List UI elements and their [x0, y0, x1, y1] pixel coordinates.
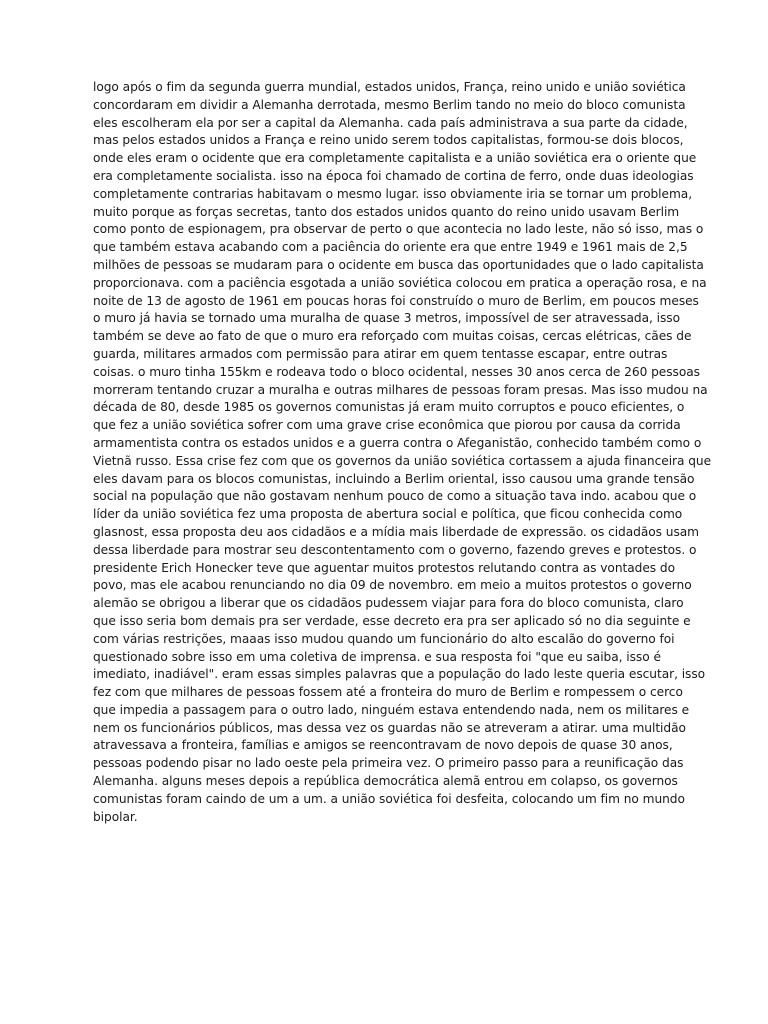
text-line: questionado sobre isso em uma coletiva de imprensa. e sua resposta foi "que eu saiba, isso é [93, 649, 661, 664]
text-line: completamente contrarias habitavam o mesmo lugar. isso obviamente iria se tornar um problema, [93, 186, 693, 201]
text-line: presidente Erich Honecker teve que aguentar muitos protestos relutando contra as vontades do [93, 560, 675, 575]
text-line: Alemanha. alguns meses depois a república democrática alemã entrou em colapso, os governos [93, 774, 678, 789]
text-line: que isso seria bom demais pra ser verdade, esse decreto era pra ser aplicado só no dia seguinte e [93, 613, 691, 628]
text-line: eles davam para os blocos comunistas, incluindo a Berlim oriental, isso causou uma grande tensão [93, 471, 695, 486]
text-line: social na população que não gostavam nenhum pouco de como a situação tava indo. acabou que o [93, 489, 697, 504]
text-line: líder da união soviética fez uma proposta de abertura social e política, que ficou conhecida como [93, 507, 683, 522]
text-line: milhões de pessoas se mudaram para o ocidente em busca das oportunidades que o lado capitalista [93, 257, 704, 272]
text-line: proporcionava. com a paciência esgotada a união soviética colocou em pratica a operação rosa, e na [93, 275, 707, 290]
text-line: concordaram em dividir a Alemanha derrotada, mesmo Berlim tando no meio do bloco comunista [93, 97, 686, 112]
text-line: que também estava acabando com a paciência do oriente era que entre 1949 e 1961 mais de 2,5 [93, 240, 688, 255]
text-line: armamentista contra os estados unidos e a guerra contra o Afeganistão, conhecido também como o [93, 435, 702, 450]
text-line: fez com que milhares de pessoas fossem até a fronteira do muro de Berlim e rompessem o cerco [93, 685, 683, 700]
text-line: era completamente socialista. isso na época foi chamado de cortina de ferro, onde duas ideologias [93, 168, 694, 183]
text-line: que fez a união soviética sofrer com uma grave crise econômica que piorou por causa da corrida [93, 418, 681, 433]
text-line: povo, mas ele acabou renunciando no dia 09 de novembro. em meio a muitos protestos o governo [93, 578, 692, 593]
text-line: coisas. o muro tinha 155km e rodeava todo o bloco ocidental, nesses 30 anos cerca de 260 pessoas [93, 364, 700, 379]
text-line: pessoas podendo pisar no lado oeste pela primeira vez. O primeiro passo para a reunificação das [93, 756, 684, 771]
text-line: que impedia a passagem para o outro lado, ninguém estava entendendo nada, nem os militares e [93, 702, 690, 717]
text-line: imediato, inadiável". eram essas simples palavras que a população do lado leste queria escutar, isso [93, 667, 706, 682]
text-line: glasnost, essa proposta deu aos cidadãos e a mídia mais liberdade de expressão. os cidadãos usam [93, 524, 700, 539]
text-line: noite de 13 de agosto de 1961 em poucas horas foi construído o muro de Berlim, em poucos meses [93, 293, 699, 308]
text-line: nem os funcionários públicos, mas dessa vez os guardas não se atreveram a atirar. uma multidão [93, 720, 686, 735]
text-line: com várias restrições, maaas isso mudou quando um funcionário do alto escalão do governo foi [93, 631, 675, 646]
text-line: atravessava a fronteira, famílias e amigos se reencontravam de novo depois de quase 30 anos, [93, 738, 673, 753]
text-line: morreram tentando cruzar a muralha e outras milhares de pessoas foram presas. Mas isso mudou na [93, 382, 708, 397]
text-line: década de 80, desde 1985 os governos comunistas já eram muito corruptos e pouco eficientes, o [93, 400, 685, 415]
text-line: também se deve ao fato de que o muro era reforçado com muitas coisas, cercas elétricas, cães de [93, 329, 692, 344]
text-line: comunistas foram caindo de um a um. a união soviética foi desfeita, colocando um fim no mundo [93, 791, 685, 806]
text-line: logo após o fim da segunda guerra mundial, estados unidos, França, reino unido e união soviética [93, 80, 686, 94]
body-paragraph [93, 79, 733, 826]
text-line: Vietnã russo. Essa crise fez com que os governos da união soviética cortassem a ajuda financeira que [93, 453, 712, 468]
text-line: como ponto de espionagem, pra observar de perto o que acontecia no lado leste, não só isso, mas o [93, 222, 704, 237]
text-line: eles escolheram ela por ser a capital da Alemanha. cada país administrava a sua parte da cidade, [93, 115, 688, 130]
text-line: onde eles eram o ocidente que era completamente capitalista e a união soviética era o oriente que [93, 151, 697, 166]
text-line: alemão se obrigou a liberar que os cidadãos pudessem viajar para fora do bloco comunista, claro [93, 596, 684, 611]
text-line: o muro já havia se tornado uma muralha de quase 3 metros, impossível de ser atravessada, isso [93, 311, 680, 326]
text-line: muito porque as forças secretas, tanto dos estados unidos quanto do reino unido usavam Berlim [93, 204, 680, 219]
text-line: bipolar. [93, 809, 138, 824]
text-line: mas pelos estados unidos a França e reino unido serem todos capitalistas, formou-se dois blocos, [93, 133, 684, 148]
text-line: guarda, militares armados com permissão para atirar em quem tentasse escapar, entre outras [93, 346, 668, 361]
text-line: dessa liberdade para mostrar seu descontentamento com o governo, fazendo greves e protestos. o [93, 542, 697, 557]
